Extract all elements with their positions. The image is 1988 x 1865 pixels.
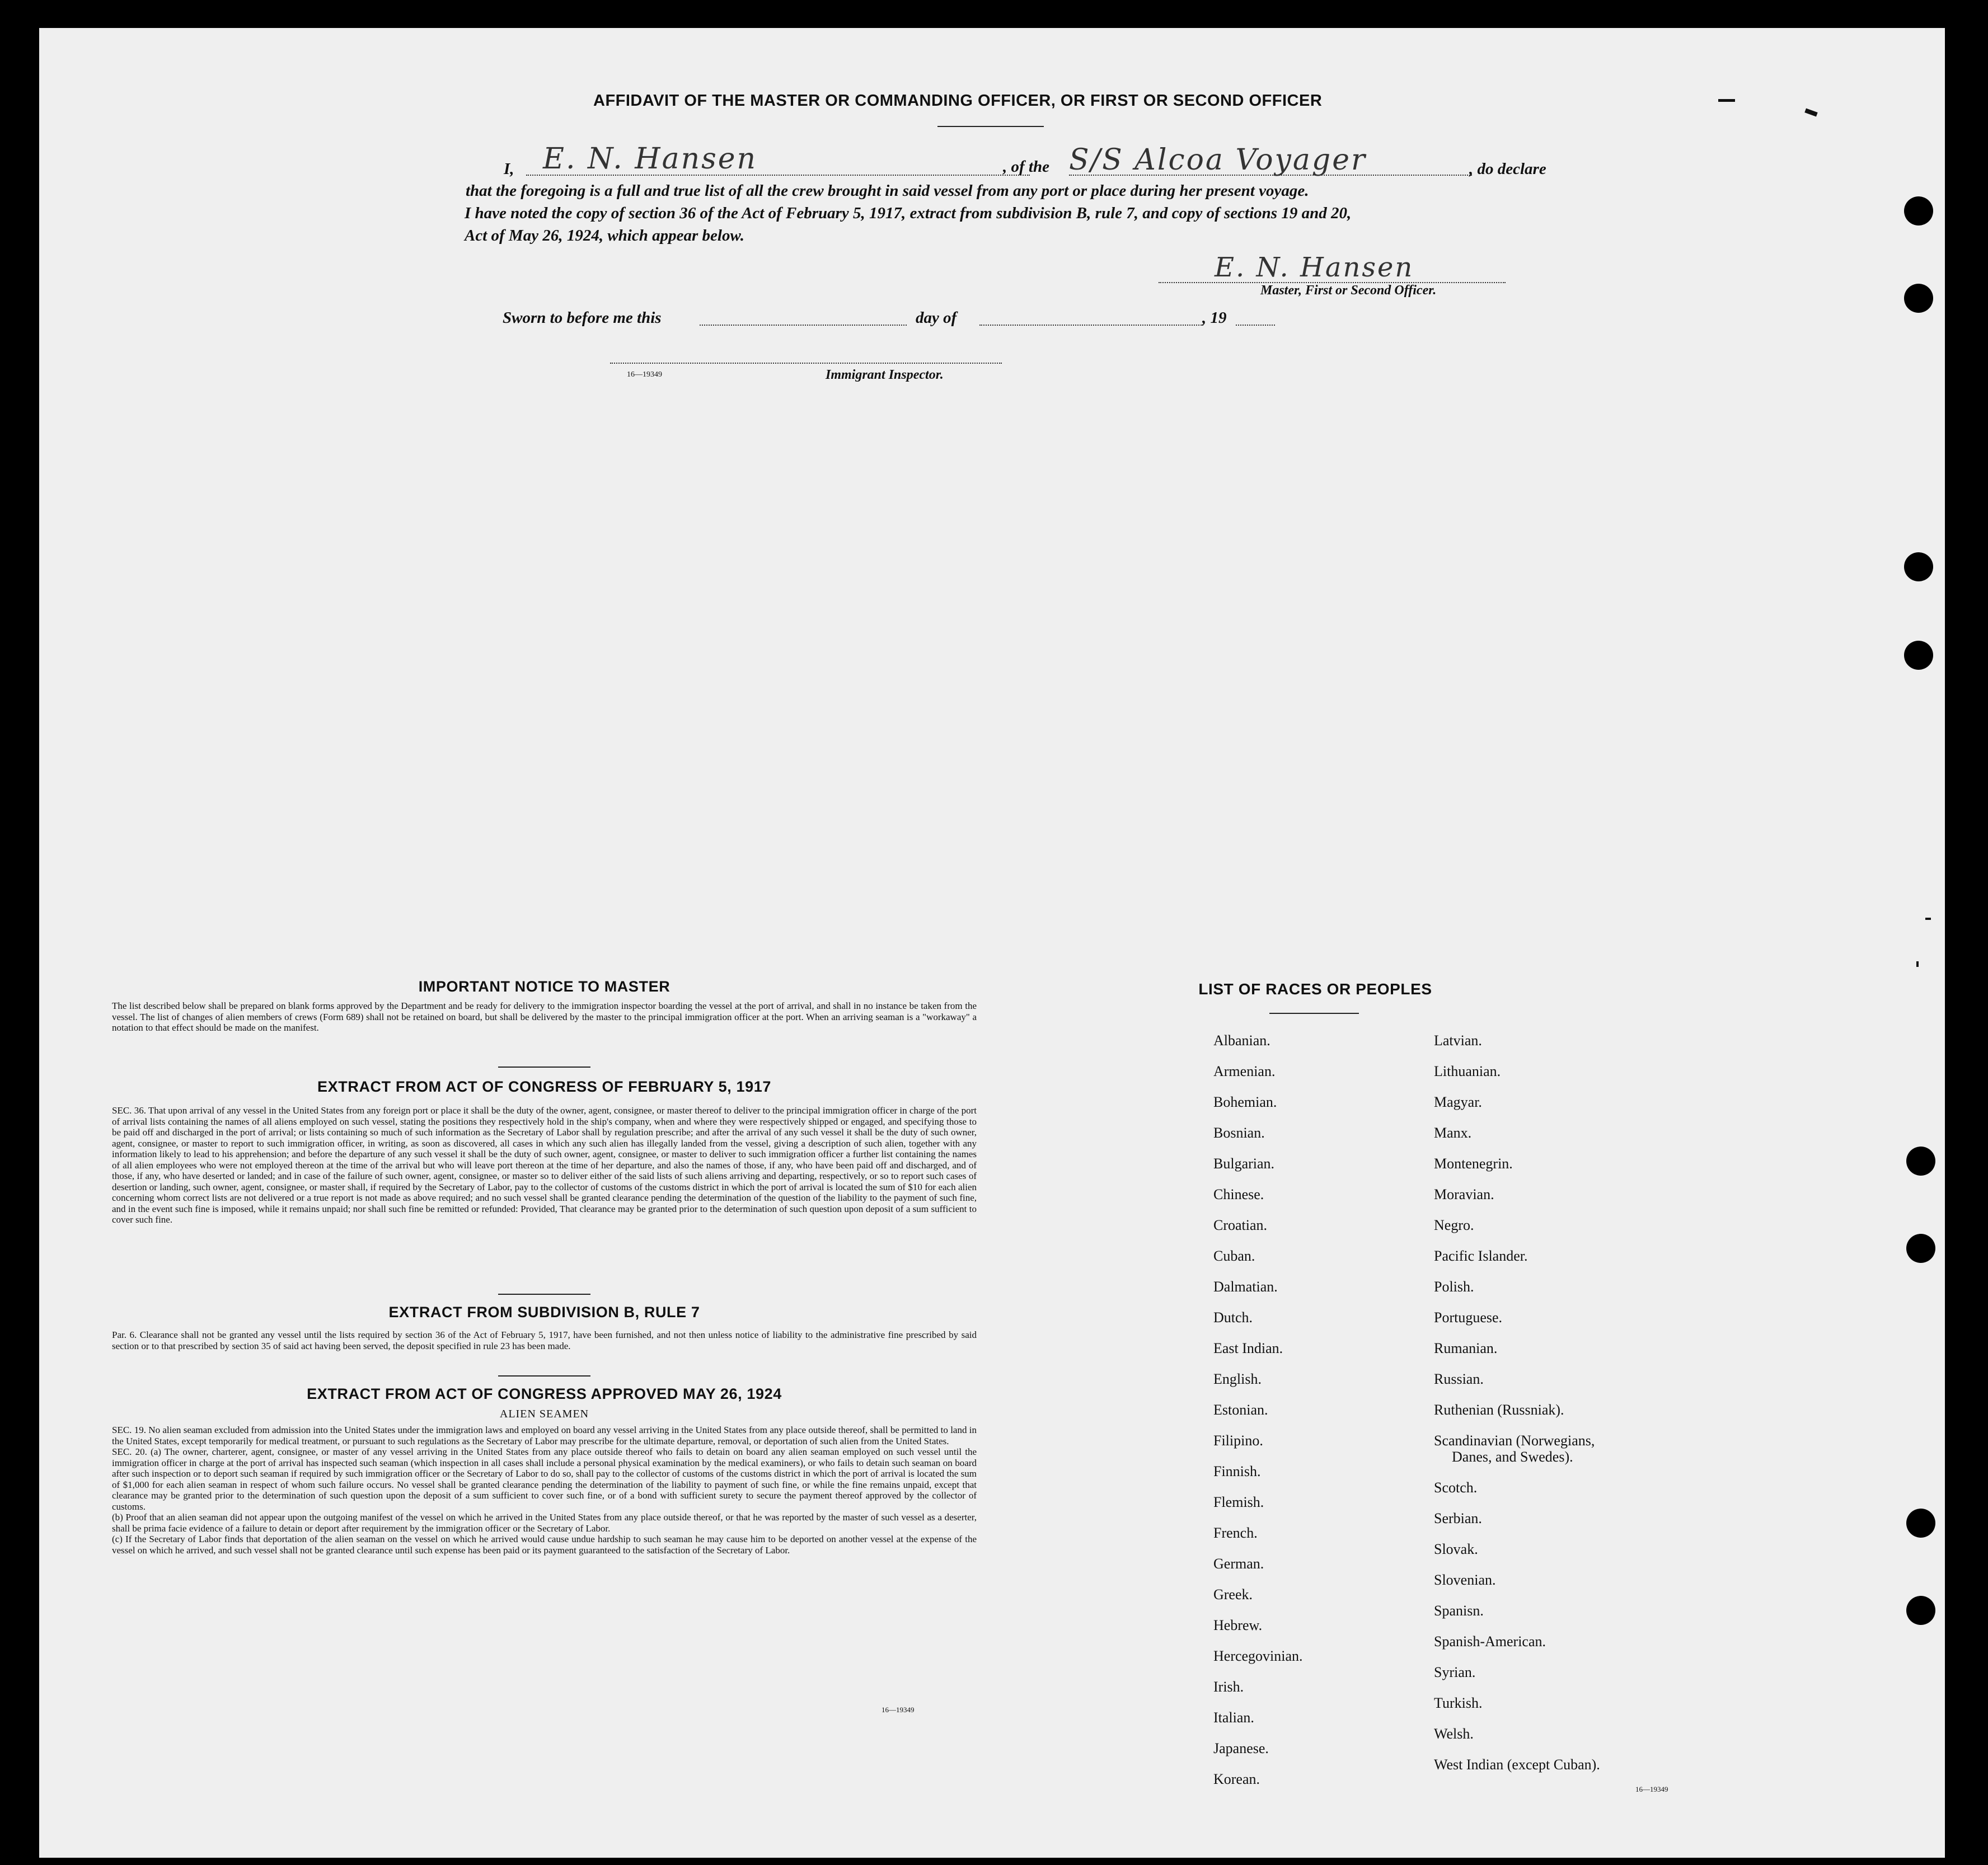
race-item: Hercegovinian. <box>1213 1648 1303 1664</box>
race-item: Italian. <box>1213 1709 1254 1726</box>
punch-hole <box>1906 1596 1935 1625</box>
race-item: East Indian. <box>1213 1340 1283 1356</box>
sec-20b: (b) Proof that an alien seaman did not appear upon the outgoing manifest of the vessel on which he arrived in the United States from any place outside thereof, or that he was reported by the master of such vessel as a deserter, shall be prima facie evidence of a failure to detain or deport after requirement by the immigration officer or the Secretary of Labor. <box>112 1512 977 1534</box>
race-item: Cuban. <box>1213 1248 1255 1264</box>
race-item: Slovenian. <box>1434 1572 1496 1588</box>
race-item: Magyar. <box>1434 1094 1482 1110</box>
race-item: German. <box>1213 1556 1264 1572</box>
sec-20c: (c) If the Secretary of Labor finds that deportation of the alien seaman on the vessel on which he arrived would cause undue hardship to such seaman he may cause him to be deported on another vessel at the expense of the vessel on which he arrived, and such vessel shall not be granted clearance until such expense has been paid or its payment guaranteed to the satisfaction of the Secretary of Labor. <box>112 1534 977 1556</box>
sec-20a: SEC. 20. (a) The owner, charterer, agent, consignee, or master of any vessel arriving in the United States from any place outside thereof who fails to detain on board any alien seaman employed on such vessel until the immigration officer in charge at the port of arrival has inspected such seaman (which inspection in all cases shall include a personal physical examination by the medical examiners), or who fails to detain such seaman on board after such inspection or to deport such seaman if required by such immigration officer or the Secretary of Labor to do so, shall pay to the collector of customs of the customs district in which the port of arrival is located the sum of $1,000 for each alien seaman in respect of whom such failure occurs. No vessel shall be granted clearance pending the determination of the liability to payment of such fine, or while the fine remains unpaid, except that clearance may be granted prior to the determination of such question upon the deposit of a sum sufficient to cover such fine, or of a bond with sufficient surety to secure the payment thereof approved by the collector of customs. <box>112 1446 977 1512</box>
edge-mark <box>1925 918 1931 920</box>
race-item: Ruthenian (Russniak). <box>1434 1402 1564 1418</box>
race-item: Bulgarian. <box>1213 1155 1275 1172</box>
inspector-line <box>610 363 1002 364</box>
race-item: Lithuanian. <box>1434 1063 1501 1079</box>
race-item: Chinese. <box>1213 1186 1264 1202</box>
edge-mark <box>1718 99 1735 102</box>
affidavit-line3: I have noted the copy of section 36 of the Act of February 5, 1917, extract from subdivision B, rule 7, and copy of sections 19 and 20, <box>465 204 1352 222</box>
race-item: Portuguese. <box>1434 1309 1503 1326</box>
punch-hole <box>1906 1509 1935 1538</box>
race-item: Flemish. <box>1213 1494 1264 1510</box>
race-item: Estonian. <box>1213 1402 1268 1418</box>
race-item: Welsh. <box>1434 1726 1474 1742</box>
affidavit-title: AFFIDAVIT OF THE MASTER OR COMMANDING OFFICER, OR FIRST OR SECOND OFFICER <box>593 92 1323 110</box>
sworn-day: day of <box>916 309 957 327</box>
punch-hole <box>1904 284 1933 313</box>
punch-hole <box>1906 1234 1935 1263</box>
notice-body: The list described below shall be prepared on blank forms approved by the Department and be ready for delivery to the immigration inspector boarding the vessel at the port of arrival, and shall in no instance be taken from the vessel. The list of changes of alien members of crews (Form 689) shall not be retained on board, but shall be delivered by the master to the principal immigration officer at the port. When an arriving seaman is a "workaway" a notation to that effect should be made on the manifest. <box>112 1000 977 1033</box>
subdivision-b-body: Par. 6. Clearance shall not be granted any vessel until the lists required by section 36 of the Act of February 5, 1917, have been furnished, and not then unless notice of liability to the administrative fine prescribed by said section or to that prescribed by section 35 of said act having been served, the deposit specified in rule 23 has been made. <box>112 1330 977 1351</box>
sworn-prefix: Sworn to before me this <box>503 309 662 327</box>
document-page <box>39 28 1945 1858</box>
master-signature: E. N. Hansen <box>1215 252 1414 283</box>
edge-mark <box>1804 108 1817 116</box>
race-item: Spanish-American. <box>1434 1633 1546 1650</box>
race-item: Albanian. <box>1213 1032 1270 1049</box>
race-item: Croatian. <box>1213 1217 1268 1233</box>
sworn-day-line <box>700 325 907 326</box>
edge-mark <box>1916 961 1919 967</box>
race-item: Rumanian. <box>1434 1340 1498 1356</box>
race-item: Scotch. <box>1434 1479 1478 1496</box>
inspector-caption: Immigrant Inspector. <box>826 368 944 382</box>
race-item: Greek. <box>1213 1586 1253 1603</box>
divider-3 <box>498 1375 590 1377</box>
race-item: Manx. <box>1434 1125 1472 1141</box>
races-column-2 <box>1434 1025 1600 1780</box>
form-number-right: 16—19349 <box>1635 1785 1668 1793</box>
punch-hole <box>1904 641 1933 670</box>
master-caption: Master, First or Second Officer. <box>1260 283 1437 298</box>
race-item: Serbian. <box>1434 1510 1482 1526</box>
divider-1 <box>498 1067 590 1068</box>
vessel-name-handwritten: S/S Alcoa Voyager <box>1069 143 1367 177</box>
race-item: Korean. <box>1213 1771 1260 1787</box>
race-item: Dalmatian. <box>1213 1279 1278 1295</box>
race-item: Pacific Islander. <box>1434 1248 1528 1264</box>
race-item: Moravian. <box>1434 1186 1494 1202</box>
race-item: Finnish. <box>1213 1463 1261 1479</box>
race-item: Russian. <box>1434 1371 1484 1387</box>
race-item: Filipino. <box>1213 1432 1263 1449</box>
race-item: Bohemian. <box>1213 1094 1277 1110</box>
divider-2 <box>498 1294 590 1295</box>
race-item: Polish. <box>1434 1279 1474 1295</box>
sworn-year: , 19 <box>1202 309 1227 327</box>
affidavit-line4: Act of May 26, 1924, which appear below. <box>465 227 744 245</box>
form-number-top: 16—19349 <box>627 370 662 379</box>
extract-1917-body: SEC. 36. That upon arrival of any vessel in the United States from any foreign port or place it shall be the duty of the owner, agent, consignee, or master thereof to deliver to the principal immigration officer in charge of the port of arrival lists containing the names of all aliens employed on such vessel, stating the positions they respectively hold in the ship's company, when and where they were respectively shipped or engaged, and specifying those to be paid off and discharged in the port of arrival; or lists containing so much of such information as the Secretary of Labor shall by regulation prescribe; and after the arrival of any such vessel it shall be the duty of such owner, agent, consignee, or master to report to such immigration officer, in writing, as soon as discovered, all cases in which any such alien has illegally landed from the vessel, giving a description of such alien, together with any information likely to lead to his apprehension; and before the departure of any such vessel it shall be the duty of such owner, agent, consignee, or master to deliver to such immigration officer a further list containing the names of all alien employees who were not employed thereon at the time of the arrival but who will leave port thereon at the time of her departure, and also the names of those, if any, who have been paid off and discharged, and of those, if any, who have deserted or landed; and in case of the failure of such owner, agent, consignee, or master so to deliver either of the said lists of such aliens arriving and departing, respectively, or so to report such cases of desertion or landing, such owner, agent, consignee, or master shall, if required by the Secretary of Labor, pay to the collector of customs of the customs district in which the port of arrival is located the sum of $10 for each alien concerning whom correct lists are not delivered or a true report is not made as above required; and no such vessel shall be granted clearance pending the determination of the question of the liability to the payment of such fine, and in the event such fine is imposed, while it remains unpaid; nor shall such fine be remitted or refunded: Provided, That clearance may be granted prior to the determination of such question upon deposit of a sum sufficient to cover such fine. <box>112 1105 977 1225</box>
extract-1924-body <box>112 1425 977 1556</box>
punch-hole <box>1904 196 1933 226</box>
race-item: Negro. <box>1434 1217 1474 1233</box>
race-item: Montenegrin. <box>1434 1155 1513 1172</box>
race-item: Danes, and Swedes). <box>1452 1449 1573 1465</box>
race-item: Hebrew. <box>1213 1617 1263 1633</box>
subdivision-b-heading: EXTRACT FROM SUBDIVISION B, RULE 7 <box>388 1304 700 1321</box>
race-item: Slovak. <box>1434 1541 1478 1557</box>
punch-hole <box>1906 1147 1935 1176</box>
races-column-1 <box>1213 1025 1303 1794</box>
affidavit-line1-mid: , of the <box>1003 158 1049 176</box>
title-rule <box>937 126 1044 127</box>
affidavit-line2: that the foregoing is a full and true list of all the crew brought in said vessel from any port or place during her present voyage. <box>466 182 1309 200</box>
sworn-month-line <box>979 325 1203 326</box>
vessel-line <box>1069 175 1472 176</box>
sworn-year-line <box>1236 325 1275 326</box>
race-item: West Indian (except Cuban). <box>1434 1756 1600 1773</box>
affidavit-line1-prefix: I, <box>504 160 514 178</box>
race-item: English. <box>1213 1371 1262 1387</box>
race-item: Spanisn. <box>1434 1603 1484 1619</box>
race-item: Irish. <box>1213 1679 1244 1695</box>
races-heading: LIST OF RACES OR PEOPLES <box>1198 980 1432 998</box>
race-item: Bosnian. <box>1213 1125 1265 1141</box>
race-item: Syrian. <box>1434 1664 1476 1680</box>
race-item: Scandinavian (Norwegians, <box>1434 1432 1595 1449</box>
race-item: Japanese. <box>1213 1740 1269 1756</box>
race-item: Turkish. <box>1434 1695 1483 1711</box>
notice-heading: IMPORTANT NOTICE TO MASTER <box>418 978 671 995</box>
race-item: Armenian. <box>1213 1063 1276 1079</box>
form-number-left: 16—19349 <box>882 1706 915 1714</box>
alien-seamen-subheading: ALIEN SEAMEN <box>499 1408 589 1420</box>
punch-hole <box>1904 552 1933 581</box>
race-item: Latvian. <box>1434 1032 1482 1049</box>
extract-1924-heading: EXTRACT FROM ACT OF CONGRESS APPROVED MAY 26, 1924 <box>307 1385 782 1402</box>
extract-1917-heading: EXTRACT FROM ACT OF CONGRESS OF FEBRUARY 5, 1917 <box>317 1078 771 1095</box>
declarant-line <box>526 175 1030 176</box>
affidavit-line1-suffix: , do declare <box>1469 160 1546 178</box>
sec-19: SEC. 19. No alien seaman excluded from admission into the United States under the immigration laws and employed on board any vessel arriving in the United States from any place outside thereof, shall be permitted to land in the United States, except temporarily for medical treatment, or pursuant to such regulations as the Secretary of Labor may prescribe for the ultimate departure, removal, or deportation of such alien from the United States. <box>112 1425 977 1446</box>
race-item: French. <box>1213 1525 1258 1541</box>
race-item: Dutch. <box>1213 1309 1253 1326</box>
races-rule <box>1269 1013 1359 1014</box>
declarant-signature: E. N. Hansen <box>543 142 758 176</box>
